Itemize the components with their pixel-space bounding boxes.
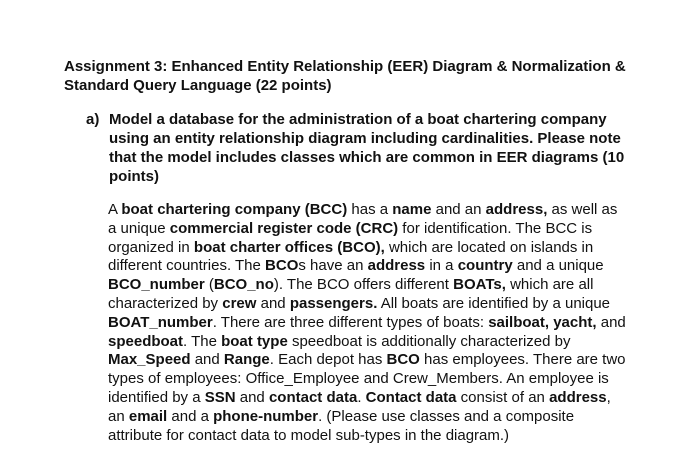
description-line-1: A boat chartering company (BCC) has a name and an address, as well as xyxy=(108,201,618,218)
assignment-title xyxy=(64,57,664,95)
task-heading-line-4: points) xyxy=(109,168,159,185)
task-heading-line-2: using an entity relationship diagram including cardinalities. Please note xyxy=(109,130,621,147)
description-line-2: a unique commercial register code (CRC) for identification. The BCC is xyxy=(108,219,593,237)
task-item-marker: a) xyxy=(86,111,100,128)
description-line-4: different countries. The BCOs have an address in a country and a unique xyxy=(108,257,604,275)
task-description xyxy=(108,201,653,445)
task-item-heading xyxy=(109,110,666,186)
assignment-title-line-2: Standard Query Language (22 points) xyxy=(64,77,332,94)
description-line-9: Max_Speed and Range. Each depot has BCO has employees. There are two xyxy=(108,351,626,369)
task-heading-line-1: Model a database for the administration of a boat chartering company xyxy=(109,111,607,128)
description-line-10: types of employees: Office_Employee and Crew_Members. An employee is xyxy=(108,370,609,388)
description-line-3: organized in boat charter offices (BCO), which are located on islands in xyxy=(108,238,594,256)
description-line-12: an email and a phone-number. (Please use classes and a composite xyxy=(108,407,575,425)
description-line-11: identified by a SSN and contact data. Contact data consist of an address, xyxy=(108,388,611,406)
description-line-8: speedboat. The boat type speedboat is additionally characterized by xyxy=(108,332,571,350)
task-heading-line-3: that the model includes classes which are common in EER diagrams (10 xyxy=(109,149,625,166)
description-line-7: BOAT_number. There are three different types of boats: sailboat, yacht, and xyxy=(108,313,626,331)
description-line-6: characterized by crew and passengers. All boats are identified by a unique xyxy=(108,294,611,312)
description-line-5: BCO_number (BCO_no). The BCO offers different BOATs, which are all xyxy=(108,276,594,294)
assignment-title-line-1: Assignment 3: Enhanced Entity Relationship (EER) Diagram & Normalization & xyxy=(64,58,626,75)
description-line-13: attribute for contact data to model sub-types in the diagram.) xyxy=(108,426,510,444)
